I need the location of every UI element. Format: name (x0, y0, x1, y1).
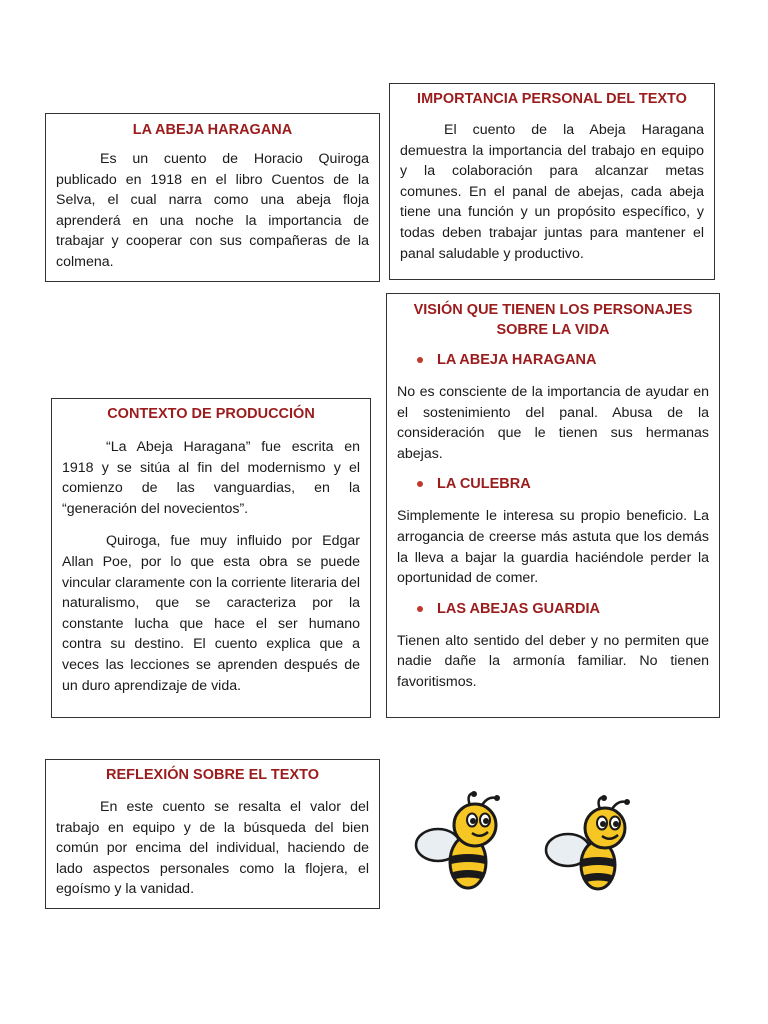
importancia-title: IMPORTANCIA PERSONAL DEL TEXTO (417, 91, 687, 107)
bullet-dot-icon (417, 357, 423, 363)
bullet-label: LA ABEJA HARAGANA (437, 352, 597, 368)
bullet-culebra (397, 476, 709, 492)
reflexion-title: REFLEXIÓN SOBRE EL TEXTO (106, 767, 319, 783)
vision-box (386, 293, 720, 718)
bullet-text: No es consciente de la importancia de ayudar en el sostenimiento del panal. Abusa de la consideración que le tienen sus hermanas abejas. (397, 384, 709, 462)
abeja-haragana-body: Es un cuento de Horacio Quiroga publicado en 1918 en el libro Cuentos de la Selva, el cual narra como una abeja floja aprenderá en una noche la importancia de trabajar y cooperar con sus compañeras de la colmena. (56, 151, 369, 270)
reflexion-box (45, 759, 380, 909)
bullet-label: LA CULEBRA (437, 476, 531, 493)
importancia-box (389, 83, 715, 280)
bullet-label: LAS ABEJAS GUARDIA (437, 600, 601, 617)
contexto-title: CONTEXTO DE PRODUCCIÓN (107, 406, 315, 422)
bullet-abejas-guardia (397, 601, 709, 617)
abeja-haragana-title: LA ABEJA HARAGANA (132, 122, 293, 138)
importancia-body: El cuento de la Abeja Haragana demuestra la importancia del trabajo en equipo y la colaboración para alcanzar metas comunes. En el panal de abejas, cada abeja tiene una función y un propósito específico, y todas deben trabajar juntas para mantener el panal saludable y productivo. (400, 122, 704, 262)
vision-title: VISIÓN QUE TIENEN LOS PERSONAJES SOBRE LA VIDA (413, 302, 693, 338)
bees-illustration (400, 785, 720, 900)
bee-icon (416, 791, 500, 888)
bullet-text: Tienen alto sentido del deber y no permiten que nadie dañe la armonía familiar. No tienen favoritismos. (397, 632, 709, 690)
contexto-box (51, 398, 371, 718)
bullet-dot-icon (417, 481, 423, 487)
reflexion-body: En este cuento se resalta el valor del trabajo en equipo y de la búsqueda del bien común por encima del individual, haciendo de lado aspectos personales como la flojera, el egoísmo y la vanidad. (56, 799, 369, 898)
bullet-dot-icon (417, 606, 423, 612)
contexto-paragraph-2: Quiroga, fue muy influido por Edgar Allan Poe, por lo que esta obra se puede vincular claramente con la corriente literaria del naturalismo, que se caracteriza por la constante lucha que hace el ser humano contra su destino. El cuento explica que a veces las lecciones se aprenden después de un duro aprendizaje de vida. (62, 533, 360, 694)
abeja-haragana-box (45, 113, 380, 282)
bullet-text: Simplemente le interesa su propio beneficio. La arrogancia de creerse más astuta que los demás la lleva a bajar la guardia haciéndole perder la oportunidad de comer. (397, 508, 709, 587)
contexto-paragraph-1: “La Abeja Haragana” fue escrita en 1918 y se sitúa al fin del modernismo y el comienzo de las vanguardias, en la “generación del novecientos”. (62, 439, 360, 517)
bullet-abeja-haragana (397, 352, 709, 368)
bee-icon (546, 795, 630, 889)
